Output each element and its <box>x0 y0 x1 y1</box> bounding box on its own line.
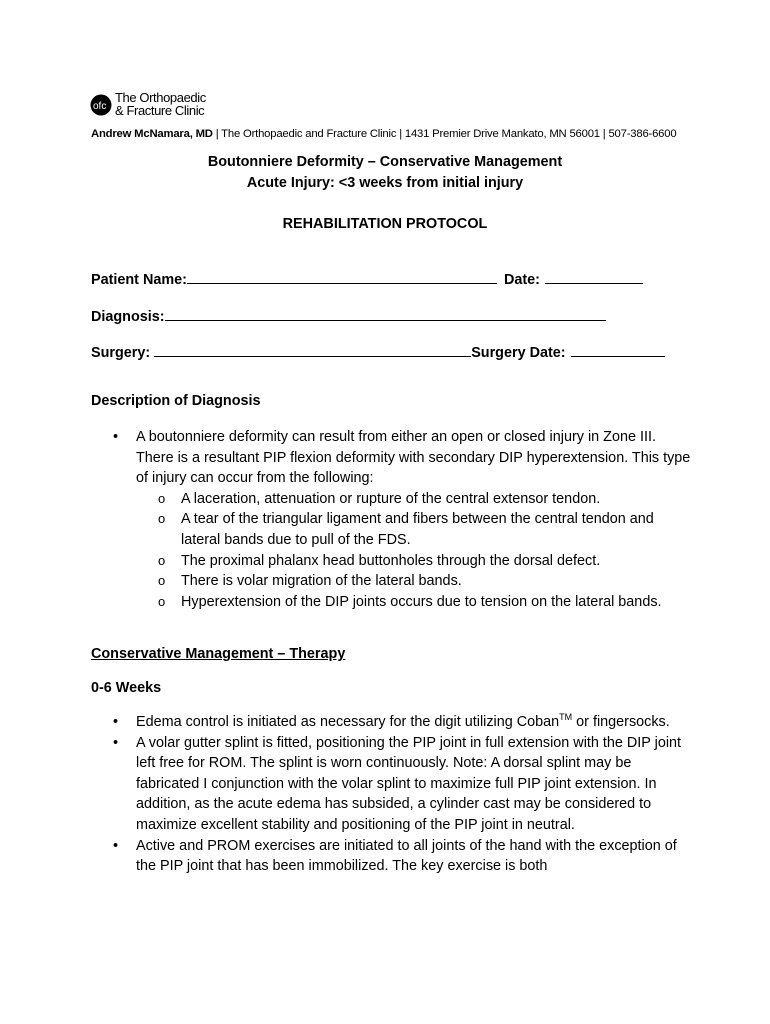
clinic-logo-mark <box>90 91 114 119</box>
document-title: Boutonniere Deformity – Conservative Management <box>207 154 563 170</box>
clinic-logo-text <box>115 91 206 117</box>
therapy-item1-tail: or fingersocks. <box>572 714 670 730</box>
surgery-row <box>91 342 665 361</box>
date-field[interactable] <box>545 269 643 284</box>
therapy-body <box>91 712 691 877</box>
surgery-label: Surgery: <box>91 345 151 361</box>
protocol-title: REHABILITATION PROTOCOL <box>282 216 488 232</box>
physician-name: Andrew McNamara, MD <box>91 128 213 140</box>
causes-list <box>136 489 691 613</box>
document-subtitle: Acute Injury: <3 weeks from initial injury <box>246 175 524 191</box>
logo-line2: & Fracture Clinic <box>115 103 205 118</box>
description-body <box>91 427 691 612</box>
list-item: o The proximal phalanx head buttonholes through the dorsal defect. <box>136 551 691 572</box>
therapy-item1-text: Edema control is initiated as necessary for the digit utilizing Coban <box>136 714 560 730</box>
clinic-logo <box>90 91 220 119</box>
diagnosis-field[interactable] <box>165 306 606 321</box>
list-item: o A tear of the triangular ligament and fibers between the central tendon and lateral bands due to pull of the FDS. <box>136 509 691 550</box>
clinic-details: | The Orthopaedic and Fracture Clinic | 1431 Premier Drive Mankato, MN 56001 | 507-386-6600 <box>212 128 677 140</box>
logo-line1: The Orthopaedic <box>115 90 206 105</box>
list-item: • A volar gutter splint is fitted, positioning the PIP joint in full extension with the DIP joint left free for ROM. The splint is worn continuously. Note: A dorsal splint may be fabricated I conjunction with the volar splint to maximize full PIP joint extension. In addition, as the acute edema has subsided, a cylinder cast may be considered to maximize excellent stability and positioning of the PIP joint in neutral. <box>91 733 691 836</box>
date-label: Date: <box>503 272 540 288</box>
weeks-heading: 0-6 Weeks <box>91 680 162 696</box>
description-heading: Description of Diagnosis <box>91 393 261 409</box>
description-intro: A boutonniere deformity can result from either an open or closed injury in Zone III. There is a resultant PIP flexion deformity with secondary DIP hyperextension. This type of injury can occur from the following: <box>136 429 691 487</box>
list-item <box>91 427 691 612</box>
list-item <box>91 712 691 733</box>
list-item: o Hyperextension of the DIP joints occurs due to tension on the lateral bands. <box>136 592 691 613</box>
letterhead <box>91 128 676 140</box>
surgery-field[interactable] <box>154 342 471 357</box>
list-item: o There is volar migration of the lateral bands. <box>136 571 691 592</box>
diagnosis-row <box>91 306 606 325</box>
surgery-date-label: Surgery Date: <box>471 345 566 361</box>
trademark-mark: TM <box>559 712 573 723</box>
patient-info-row <box>91 269 643 288</box>
patient-name-label: Patient Name: <box>91 272 187 288</box>
patient-name-field[interactable] <box>187 269 497 284</box>
list-item: • Active and PROM exercises are initiated to all joints of the hand with the exception of the PIP joint that has been immobilized. The key exercise is both <box>91 836 691 877</box>
surgery-date-field[interactable] <box>571 342 665 357</box>
therapy-heading: Conservative Management – Therapy <box>91 646 346 662</box>
list-item: o A laceration, attenuation or rupture of the central extensor tendon. <box>136 489 691 510</box>
svg-text:ofc: ofc <box>93 101 107 112</box>
diagnosis-label: Diagnosis: <box>91 309 165 325</box>
